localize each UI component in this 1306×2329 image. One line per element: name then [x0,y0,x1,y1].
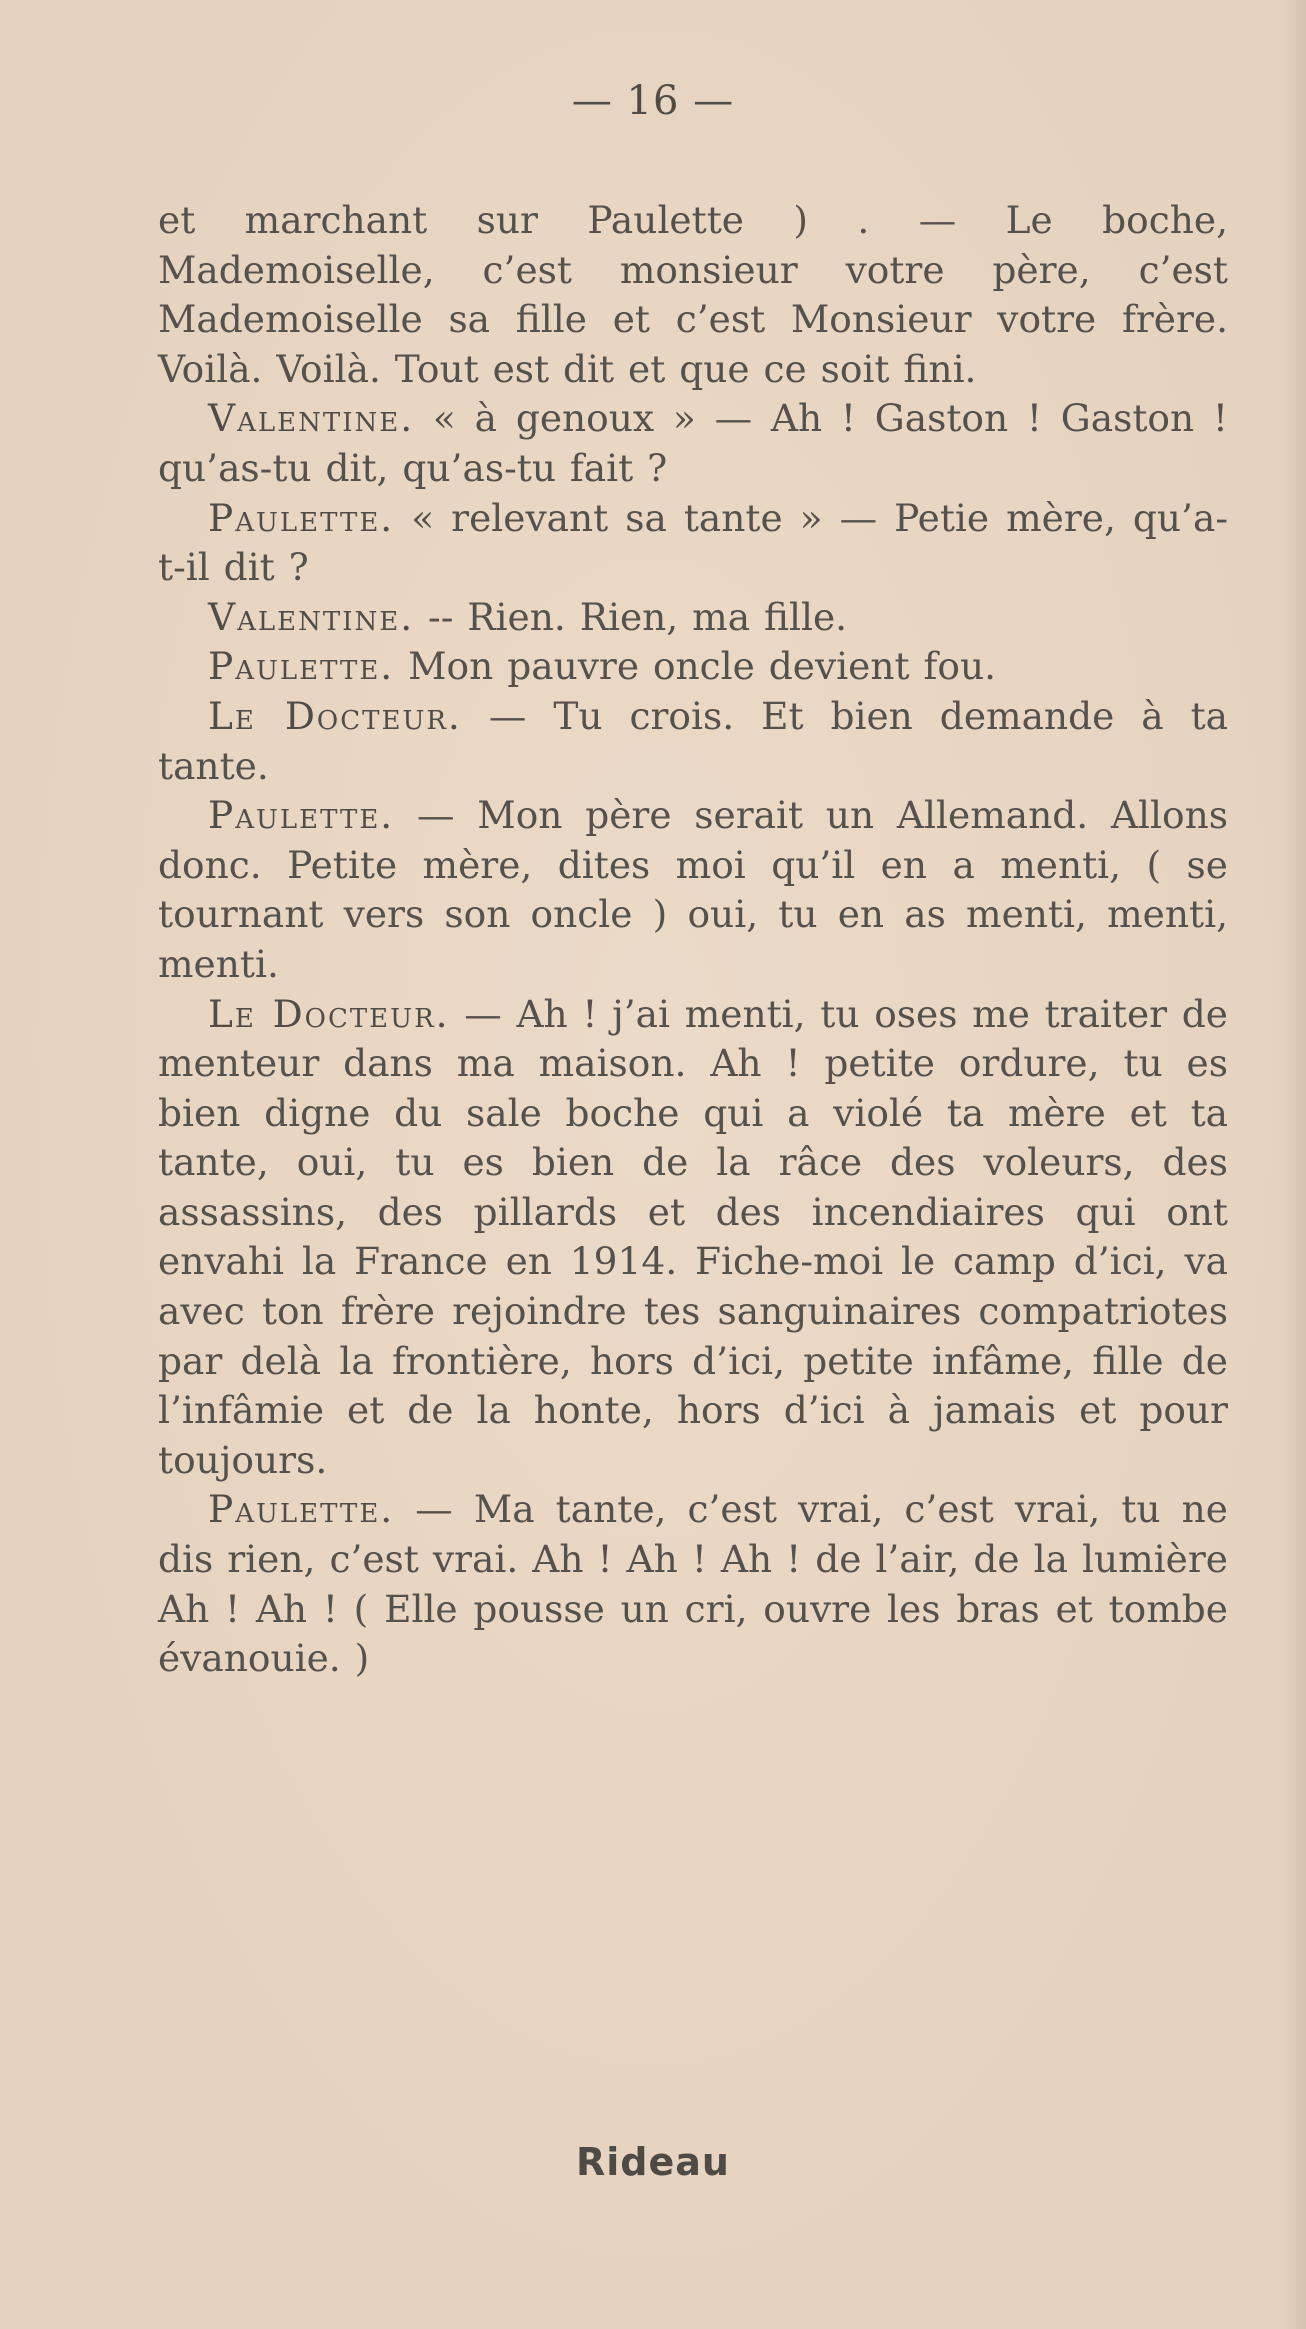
speaker-name: Paulette. [208,495,395,540]
paragraph-text: « à genoux » — Ah ! Gaston ! Gaston ! qu’as-tu dit, qu’as-tu fait ? [158,396,1228,490]
page-edge-shadow [1280,0,1306,2329]
paragraph-8 [158,1485,1228,1683]
paragraph-text: — Ah ! j’ai menti, tu oses me traiter de menteur dans ma maison. Ah ! petite ordure, tu es bien digne du sale boche qui a violé ta mère et ta tante, oui, tu es bien de la râce des voleurs, des assassins, des pillards et des incendiaires qui ont envahi la France en 1914. Fiche-moi le camp d’ici, va avec ton frère rejoindre tes sanguinaires compatriotes par delà la frontière, hors d’ici, petite infâme, fille de l’infâmie et de la honte, hors d’ici à jamais et pour toujours. [158,991,1228,1482]
paragraph-0 [158,196,1228,394]
speaker-name: Le Docteur. [208,991,450,1036]
paragraph-4 [158,642,1228,692]
paragraph-5 [158,692,1228,791]
paragraph-text: -- Rien. Rien, ma fille. [428,594,848,639]
paragraph-text: — Ma tante, c’est vrai, c’est vrai, tu ne dis rien, c’est vrai. Ah ! Ah ! Ah ! de l’air, de la lumière Ah ! Ah ! ( Elle pousse un cri, ouvre les bras et tombe évanouie. ) [158,1487,1228,1681]
paragraph-text: — Mon père serait un Allemand. Allons donc. Petite mère, dites moi qu’il en a menti, ( se tournant vers son oncle ) oui, tu en as menti, menti, menti. [158,793,1229,986]
paragraph-text: et marchant sur Paulette ) . — Le boche, Mademoiselle, c’est monsieur votre père, c’est Mademoiselle sa fille et c’est Monsieur votre frère. Voilà. Voilà. Tout est dit et que ce soit fini. [158,198,1228,391]
paragraph-2 [158,494,1228,593]
speaker-name: Valentine. [208,396,415,441]
paragraph-3 [158,593,1228,643]
paragraph-7 [158,990,1228,1486]
paragraph-text: — Tu crois. Et bien demande à ta tante. [158,693,1228,788]
paragraph-6 [158,791,1228,989]
speaker-name: Valentine. [208,594,415,639]
speaker-name: Paulette. [208,793,395,838]
paragraph-1 [158,394,1228,493]
speaker-name: Le Docteur. [208,693,462,738]
curtain-label: Rideau [576,2140,730,2184]
speaker-name: Paulette. [208,644,395,689]
page-number: — 16 — [571,78,735,124]
speaker-name: Paulette. [208,1487,395,1532]
play-text [158,196,1228,1684]
paragraph-text: Mon pauvre oncle devient fou. [408,644,997,689]
paragraph-text: « relevant sa tante » — Petie mère, qu’a-t-il dit ? [158,495,1228,590]
